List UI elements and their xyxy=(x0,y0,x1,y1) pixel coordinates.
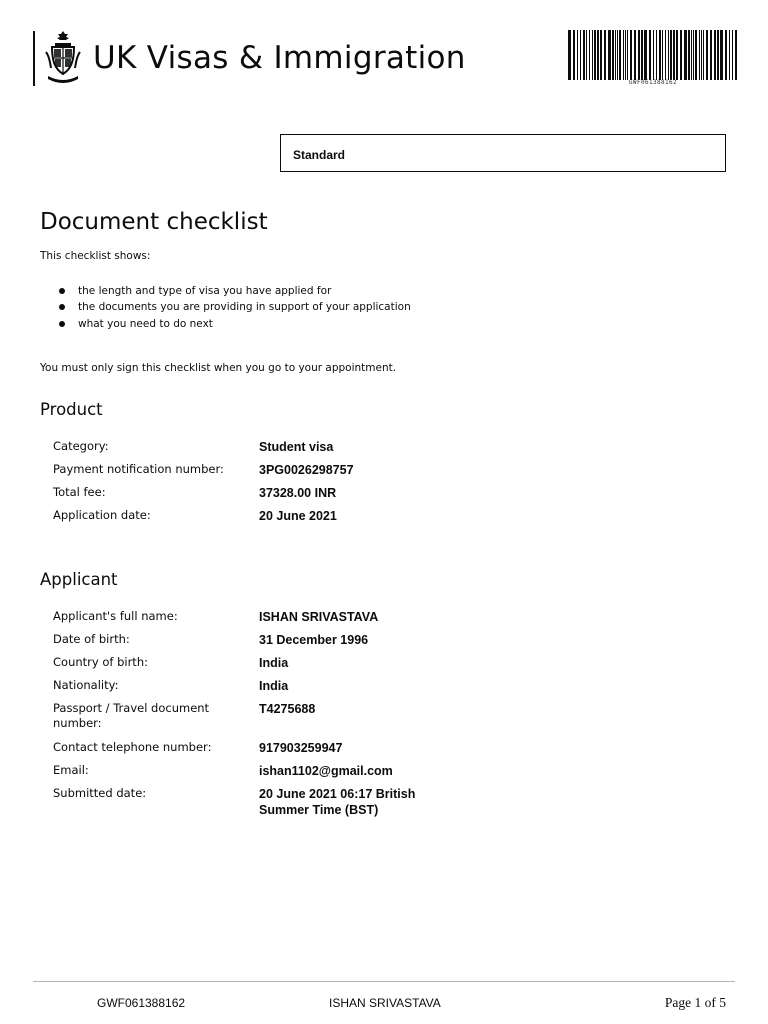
barcode-bar xyxy=(608,30,611,80)
list-item: the documents you are providing in support of your application xyxy=(40,300,411,316)
barcode-bar xyxy=(656,30,657,80)
field-label: Submitted date: xyxy=(53,786,147,800)
barcode-bar xyxy=(725,30,727,80)
field-value: Student visa xyxy=(259,440,334,454)
field-row xyxy=(53,462,733,485)
field-label: Applicant's full name: xyxy=(53,609,178,623)
barcode-bar xyxy=(617,30,618,80)
barcode-bar xyxy=(592,30,593,80)
barcode-bar xyxy=(634,30,636,80)
barcode-bar xyxy=(577,30,578,80)
field-label: Country of birth: xyxy=(53,655,148,669)
barcode-bar xyxy=(676,30,678,80)
field-row xyxy=(53,740,733,763)
field-value: T4275688 xyxy=(259,702,316,716)
barcode-bar xyxy=(665,30,666,80)
barcode-bar xyxy=(720,30,723,80)
list-item: what you need to do next xyxy=(40,317,411,333)
barcode-bar xyxy=(649,30,651,80)
royal-crest-icon xyxy=(44,30,82,86)
barcode-bar xyxy=(604,30,606,80)
checklist-bullets xyxy=(40,284,411,333)
brand-name: UK Visas & Immigration xyxy=(93,40,466,76)
page-title: Document checklist xyxy=(40,209,268,235)
barcode-bar xyxy=(735,30,737,80)
applicant-heading: Applicant xyxy=(40,570,118,589)
bullet-icon xyxy=(59,288,65,294)
field-value: 37328.00 INR xyxy=(259,486,337,500)
barcode-bar xyxy=(623,30,624,80)
field-value: ISHAN SRIVASTAVA xyxy=(259,610,379,624)
barcode-bar xyxy=(568,30,571,80)
field-row xyxy=(53,508,733,531)
list-item: the length and type of visa you have applied for xyxy=(40,284,411,300)
barcode-bar xyxy=(668,30,669,80)
barcode-bar xyxy=(619,30,621,80)
barcode-bar xyxy=(612,30,614,80)
page-header xyxy=(0,0,768,100)
barcode-bar xyxy=(670,30,672,80)
footer-rule xyxy=(33,981,735,982)
barcode-bar xyxy=(638,30,640,80)
barcode-bar xyxy=(583,30,585,80)
footer-reference: GWF061388162 xyxy=(97,996,186,1010)
barcode-bar xyxy=(653,30,654,80)
barcode-bar xyxy=(630,30,632,80)
field-value: 917903259947 xyxy=(259,741,343,755)
barcode xyxy=(568,30,738,80)
barcode-bar xyxy=(695,30,697,80)
field-row xyxy=(53,678,733,701)
barcode-bar xyxy=(706,30,708,80)
product-heading: Product xyxy=(40,400,103,419)
header-rule xyxy=(33,31,35,86)
field-value: 20 June 2021 xyxy=(259,509,337,523)
barcode-bar xyxy=(580,30,581,80)
barcode-bar xyxy=(732,30,733,80)
field-value: 31 December 1996 xyxy=(259,633,369,647)
footer-applicant-name: ISHAN SRIVASTAVA xyxy=(329,996,441,1010)
page-number: Page 1 of 5 xyxy=(664,995,726,1010)
field-row xyxy=(53,609,733,632)
service-level-box xyxy=(280,134,726,172)
field-label: Payment notification number: xyxy=(53,462,224,476)
field-label: Nationality: xyxy=(53,678,119,692)
barcode-number: GWF061388162 xyxy=(628,79,678,86)
barcode-bar xyxy=(710,30,712,80)
barcode-bar xyxy=(703,30,704,80)
field-value: 20 June 2021 06:17 British Summer Time (BST) xyxy=(259,787,416,817)
barcode-bar xyxy=(717,30,719,80)
field-row xyxy=(53,439,733,462)
barcode-bar xyxy=(659,30,661,80)
field-row xyxy=(53,786,733,820)
field-value: ishan1102@gmail.com xyxy=(259,764,393,778)
field-row xyxy=(53,701,733,740)
product-details xyxy=(53,439,733,531)
service-level: Standard xyxy=(293,148,346,162)
intro-text: This checklist shows: xyxy=(40,250,151,262)
bullet-icon xyxy=(59,321,65,327)
barcode-bar xyxy=(589,30,590,80)
field-value: India xyxy=(259,679,289,693)
field-label: Contact telephone number: xyxy=(53,740,212,754)
field-row xyxy=(53,632,733,655)
field-label: Passport / Travel document number: xyxy=(53,701,210,730)
barcode-bar xyxy=(627,30,628,80)
barcode-bar xyxy=(714,30,716,80)
applicant-details xyxy=(53,609,733,820)
barcode-bar xyxy=(615,30,616,80)
field-value: India xyxy=(259,656,289,670)
sign-note: You must only sign this checklist when you go to your appointment. xyxy=(40,362,397,374)
barcode-bar xyxy=(641,30,643,80)
field-row xyxy=(53,655,733,678)
barcode-bar xyxy=(693,30,694,80)
field-value: 3PG0026298757 xyxy=(259,463,354,477)
barcode-bar xyxy=(573,30,575,80)
field-label: Date of birth: xyxy=(53,632,130,646)
barcode-bar xyxy=(597,30,599,80)
barcode-bar xyxy=(673,30,675,80)
barcode-bar xyxy=(625,30,626,80)
field-row xyxy=(53,485,733,508)
field-label: Email: xyxy=(53,763,89,777)
barcode-bar xyxy=(594,30,596,80)
bullet-icon xyxy=(59,304,65,310)
barcode-bar xyxy=(684,30,687,80)
barcode-bar xyxy=(644,30,647,80)
barcode-bar xyxy=(688,30,690,80)
field-row xyxy=(53,763,733,786)
barcode-bar xyxy=(600,30,602,80)
barcode-bar xyxy=(662,30,663,80)
barcode-bar xyxy=(586,30,587,80)
barcode-bar xyxy=(701,30,702,80)
field-label: Total fee: xyxy=(53,485,106,499)
barcode-bar xyxy=(699,30,700,80)
barcode-bar xyxy=(729,30,730,80)
barcode-bar xyxy=(691,30,692,80)
field-label: Application date: xyxy=(53,508,151,522)
field-label: Category: xyxy=(53,439,109,453)
barcode-bar xyxy=(680,30,682,80)
